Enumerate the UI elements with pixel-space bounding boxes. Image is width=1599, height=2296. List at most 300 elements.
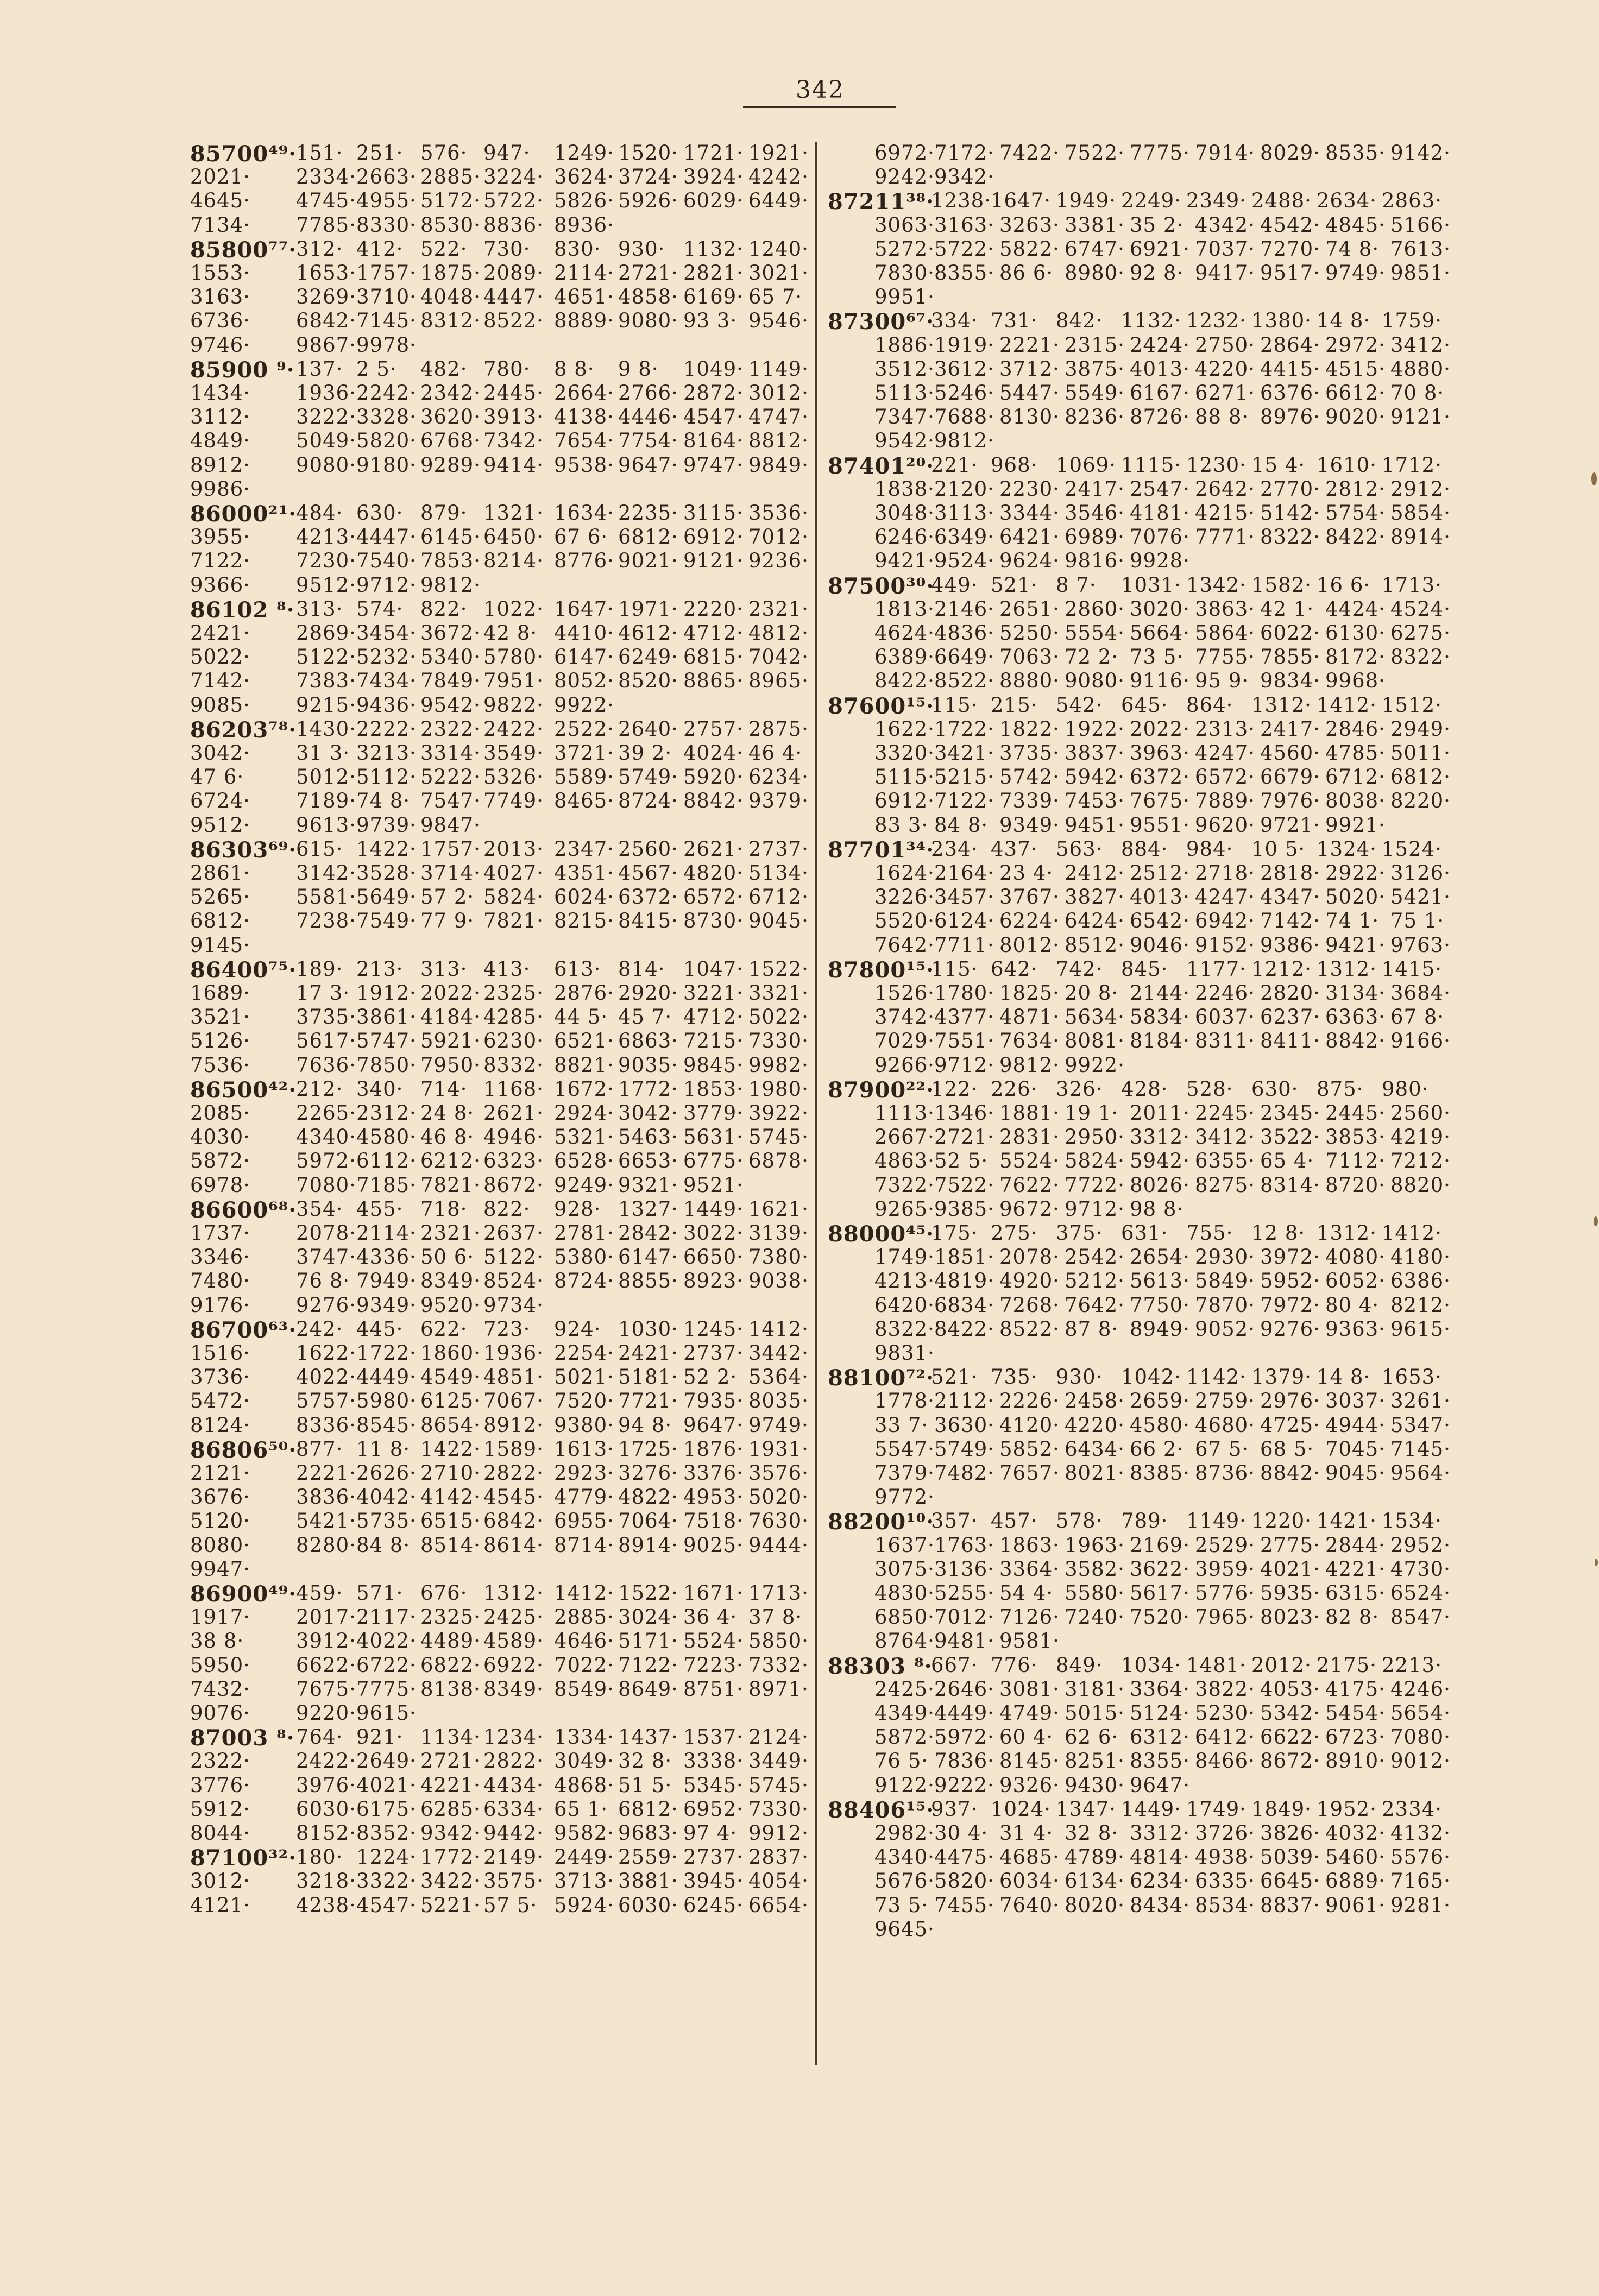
table-row (190, 1701, 842, 1727)
table-row (828, 1029, 1480, 1055)
table-cell: 8724· (618, 789, 678, 813)
table-cell: 6315· (1325, 1581, 1386, 1605)
table-cell: 1430· (296, 717, 356, 741)
table-cell: 6030· (618, 1893, 678, 1917)
table-row (828, 645, 1480, 671)
table-cell: 67 8· (1390, 1005, 1445, 1029)
table-cell: 3735· (999, 741, 1060, 765)
table-row (828, 933, 1480, 960)
table-cell: 2766· (618, 381, 678, 405)
table-row (190, 357, 842, 383)
table-cell: 1917· (190, 1605, 250, 1629)
table-cell: 9076· (190, 1701, 250, 1725)
table-cell: 2559· (618, 1845, 678, 1869)
table-cell: 4871· (999, 1005, 1060, 1029)
table-cell: 8976· (1260, 405, 1320, 429)
table-cell: 1312· (1317, 1221, 1377, 1245)
table-row (190, 1845, 842, 1871)
table-cell: 7145· (1390, 1437, 1451, 1461)
table-cell: 5735· (356, 1509, 417, 1533)
table-cell: 275· (991, 1221, 1038, 1245)
table-cell: 1622· (874, 717, 935, 741)
table-cell: 3837· (1065, 741, 1125, 765)
table-cell: 2912· (1390, 477, 1451, 501)
table-cell: 1757· (420, 837, 481, 861)
table-cell: 189· (296, 957, 343, 981)
table-cell: 3412· (1390, 333, 1451, 357)
table-cell: 8355· (934, 261, 994, 285)
table-cell: 6989· (1065, 525, 1125, 549)
table-cell: 7821· (483, 909, 544, 933)
table-cell: 9712· (356, 573, 417, 597)
table-cell: 8422· (934, 1317, 994, 1341)
table-cell: 9921· (1325, 813, 1386, 837)
table-cell: 6922· (483, 1653, 544, 1677)
table-cell: 1168· (483, 1077, 544, 1101)
table-cell: 930· (618, 237, 665, 261)
table-cell: 9951· (874, 285, 935, 309)
table-cell: 8012· (999, 933, 1060, 957)
table-cell: 5942· (1065, 765, 1125, 789)
table-cell: 1613· (554, 1437, 614, 1461)
table-cell: 5230· (1195, 1701, 1255, 1725)
table-cell: 5049· (296, 429, 356, 453)
table-cell: 1324· (1317, 837, 1377, 861)
table-cell: 8514· (420, 1533, 481, 1557)
table-cell: 2312· (356, 1101, 417, 1125)
table-cell: 73 5· (1130, 645, 1184, 669)
table-cell: 8466· (1195, 1749, 1255, 1773)
table-cell: 9321· (618, 1173, 678, 1197)
table-cell: 4220· (1195, 357, 1255, 381)
table-cell: 4475· (934, 1845, 994, 1869)
table-cell: 6234· (748, 765, 809, 789)
table-cell: 1220· (1251, 1509, 1312, 1533)
table-cell: 7230· (296, 549, 356, 573)
table-cell: 5421· (296, 1509, 356, 1533)
table-cell: 2011· (1130, 1101, 1190, 1125)
table-cell: 5524· (999, 1149, 1060, 1173)
table-cell: 8842· (1260, 1461, 1320, 1485)
table-cell: 3726· (1195, 1821, 1255, 1845)
block-lead-number: 87300⁶⁷· (828, 309, 935, 335)
table-cell: 17 3· (296, 981, 350, 1005)
table-cell: 4349· (874, 1701, 935, 1725)
table-row (190, 813, 842, 840)
table-row (190, 1461, 842, 1487)
table-cell: 5580· (1065, 1581, 1125, 1605)
table-cell: 459· (296, 1581, 343, 1605)
table-cell: 2085· (190, 1101, 250, 1125)
table-cell: 7935· (683, 1389, 744, 1413)
table-cell: 8522· (483, 309, 544, 333)
table-cell: 877· (296, 1437, 343, 1461)
table-cell: 7022· (554, 1653, 614, 1677)
table-cell: 2334· (296, 165, 356, 189)
table-cell: 2659· (1130, 1389, 1190, 1413)
table-cell: 8820· (1390, 1173, 1451, 1197)
table-cell: 4946· (483, 1125, 544, 1149)
table-cell: 6424· (1065, 909, 1125, 933)
table-cell: 9021· (618, 549, 678, 573)
table-cell: 3012· (190, 1869, 250, 1893)
table-row (190, 1341, 842, 1367)
block-lead-number: 86102 ⁸· (190, 597, 295, 623)
table-row (828, 1894, 1480, 1920)
table-cell: 3963· (1130, 741, 1190, 765)
table-cell: 9812· (420, 573, 481, 597)
table-cell: 3338· (683, 1749, 744, 1773)
table-cell: 4242· (748, 165, 809, 189)
table-cell: 1379· (1251, 1365, 1312, 1389)
table-cell: 571· (356, 1581, 404, 1605)
table-cell: 5617· (1130, 1581, 1190, 1605)
table-cell: 6412· (1195, 1725, 1255, 1749)
table-cell: 8422· (1325, 525, 1386, 549)
table-cell: 5747· (356, 1029, 417, 1053)
table-cell: 7636· (296, 1053, 356, 1077)
table-cell: 5340· (420, 645, 481, 669)
block-lead-number: 86600⁶⁸· (190, 1197, 297, 1223)
table-cell: 70 8· (1390, 381, 1445, 405)
table-cell: 9121· (1390, 405, 1451, 429)
table-cell: 1234· (483, 1725, 544, 1749)
table-cell: 4347· (1260, 885, 1320, 909)
table-cell: 3976· (296, 1773, 356, 1797)
table-cell: 5921· (420, 1029, 481, 1053)
table-cell: 2649· (356, 1749, 417, 1773)
table-cell: 2213· (1382, 1653, 1442, 1677)
table-cell: 44 5· (554, 1005, 608, 1029)
table-cell: 9386· (1260, 933, 1320, 957)
table-cell: 4651· (554, 285, 614, 309)
table-cell: 6952· (683, 1797, 744, 1821)
table-cell: 5617· (296, 1029, 356, 1053)
table-cell: 2321· (420, 1221, 481, 1245)
table-cell: 1212· (1251, 957, 1312, 981)
table-cell: 814· (618, 957, 665, 981)
table-cell: 6524· (1390, 1581, 1451, 1605)
table-cell: 7949· (356, 1269, 417, 1293)
block-lead-number: 87900²²· (828, 1077, 935, 1103)
table-cell: 2321· (748, 597, 809, 621)
table-row (190, 1629, 842, 1655)
table-cell: 5022· (748, 1005, 809, 1029)
table-cell: 1034· (1121, 1653, 1181, 1677)
table-row (828, 1605, 1480, 1631)
table-cell: 924· (554, 1317, 601, 1341)
table-cell: 5115· (874, 765, 935, 789)
table-cell: 2235· (618, 501, 678, 525)
table-cell: 2342· (420, 381, 481, 405)
table-cell: 8385· (1130, 1461, 1190, 1485)
table-row (190, 1534, 842, 1560)
table-row (190, 261, 842, 287)
table-cell: 7654· (554, 429, 614, 453)
table-cell: 8914· (618, 1533, 678, 1557)
table-cell: 6850· (874, 1605, 935, 1629)
table-cell: 1722· (356, 1341, 417, 1365)
table-cell: 4246· (1390, 1677, 1451, 1701)
table-cell: 1512· (1382, 693, 1442, 717)
table-cell: 7322· (874, 1173, 935, 1197)
table-cell: 9624· (999, 549, 1060, 573)
table-row (190, 765, 842, 791)
table-cell: 5113· (874, 381, 935, 405)
table-cell: 4120· (999, 1413, 1060, 1437)
table-cell: 9831· (874, 1341, 935, 1365)
table-cell: 2221· (999, 333, 1060, 357)
table-cell: 7721· (618, 1389, 678, 1413)
table-cell: 1672· (554, 1077, 614, 1101)
table-cell: 8052· (554, 669, 614, 693)
table-cell: 2634· (1317, 189, 1377, 213)
table-cell: 4489· (420, 1629, 481, 1653)
table-cell: 2017· (296, 1605, 356, 1629)
table-cell: 849· (1056, 1653, 1103, 1677)
table-cell: 7076· (1130, 525, 1190, 549)
table-cell: 8322· (1390, 645, 1451, 669)
table-cell: 6386· (1390, 1269, 1451, 1293)
table-cell: 31 4· (999, 1821, 1054, 1845)
table-cell: 3881· (618, 1869, 678, 1893)
table-cell: 7453· (1065, 789, 1125, 813)
table-cell: 95 9· (1195, 669, 1249, 693)
table-cell: 42 1· (1260, 597, 1314, 621)
table-cell: 9142· (1390, 141, 1451, 165)
table-cell: 6842· (296, 309, 356, 333)
table-row (190, 861, 842, 887)
table-cell: 5745· (748, 1773, 809, 1797)
table-cell: 3376· (683, 1461, 744, 1485)
table-cell: 1537· (683, 1725, 744, 1749)
table-cell: 9052· (1195, 1317, 1255, 1341)
table-cell: 8522· (934, 669, 994, 693)
table-row (828, 1917, 1480, 1944)
table-cell: 35 2· (1130, 213, 1184, 237)
table-cell: 4685· (999, 1845, 1060, 1869)
table-cell: 8837· (1260, 1893, 1320, 1917)
table-cell: 3912· (296, 1629, 356, 1653)
table-row (190, 1509, 842, 1535)
table-cell: 1149· (748, 357, 809, 381)
table-cell: 8855· (618, 1269, 678, 1293)
table-row (828, 357, 1480, 383)
table-cell: 928· (554, 1197, 601, 1221)
table-cell: 2146· (934, 597, 994, 621)
table-cell: 5872· (874, 1725, 935, 1749)
table-cell: 522· (420, 237, 468, 261)
table-cell: 9363· (1325, 1317, 1386, 1341)
table-cell: 8812· (748, 429, 809, 453)
table-cell: 735· (991, 1365, 1038, 1389)
table-row (190, 525, 842, 551)
table-cell: 7122· (618, 1653, 678, 1677)
table-cell: 8138· (420, 1677, 481, 1701)
table-cell: 92 8· (1130, 261, 1184, 285)
table-row (190, 741, 842, 767)
table-cell: 3113· (934, 501, 994, 525)
table-cell: 1838· (874, 477, 935, 501)
table-cell: 9581· (999, 1629, 1060, 1653)
table-row (190, 429, 842, 455)
table-cell: 1713· (1382, 573, 1442, 597)
table-cell: 2144· (1130, 981, 1190, 1005)
table-cell: 2449· (554, 1845, 614, 1869)
table-cell: 30 4· (934, 1821, 989, 1845)
table-cell: 615· (296, 837, 343, 861)
table-cell: 1713· (748, 1581, 809, 1605)
table-cell: 2651· (999, 597, 1060, 621)
table-cell: 2846· (1325, 717, 1386, 741)
table-cell: 6572· (683, 885, 744, 909)
table-row (828, 1509, 1480, 1535)
table-cell: 2347· (554, 837, 614, 861)
table-row (828, 1557, 1480, 1584)
table-cell: 1327· (618, 1197, 678, 1221)
table-cell: 9683· (618, 1821, 678, 1845)
table-cell: 1422· (420, 1437, 481, 1461)
paper-spot (1594, 1216, 1598, 1226)
table-cell: 9582· (554, 1821, 614, 1845)
table-cell: 4849· (190, 429, 250, 453)
table-cell: 8023· (1260, 1605, 1320, 1629)
table-cell: 2885· (554, 1605, 614, 1629)
table-cell: 6955· (554, 1509, 614, 1533)
table-cell: 1030· (618, 1317, 678, 1341)
table-cell: 5581· (296, 885, 356, 909)
table-cell: 3735· (296, 1005, 356, 1029)
table-cell: 7836· (934, 1749, 994, 1773)
table-cell: 8349· (483, 1677, 544, 1701)
table-cell: 1022· (483, 597, 544, 621)
table-cell: 9922· (1065, 1053, 1125, 1077)
table-cell: 6775· (683, 1149, 744, 1173)
table-cell: 65 7· (748, 285, 803, 309)
table-row (828, 1774, 1480, 1800)
table-cell: 11 8· (356, 1437, 411, 1461)
table-cell: 7830· (874, 261, 935, 285)
table-cell: 6921· (1130, 237, 1190, 261)
table-cell: 1047· (683, 957, 744, 981)
table-cell: 574· (356, 597, 404, 621)
table-cell: 6125· (420, 1389, 481, 1413)
table-cell: 930· (1056, 1365, 1103, 1389)
table-cell: 32 8· (1065, 1821, 1119, 1845)
block-lead-number: 85800⁷⁷· (190, 237, 297, 263)
table-cell: 1534· (1382, 1509, 1442, 1533)
table-cell: 1851· (934, 1245, 994, 1269)
table-row (828, 1389, 1480, 1415)
table-cell: 4447· (356, 525, 417, 549)
table-cell: 6653· (618, 1149, 678, 1173)
table-row (190, 717, 842, 743)
table-row (828, 1629, 1480, 1655)
table-cell: 2949· (1390, 717, 1451, 741)
table-cell: 31 3· (296, 741, 350, 765)
table-cell: 9038· (748, 1269, 809, 1293)
table-cell: 2781· (554, 1221, 614, 1245)
table-cell: 6052· (1325, 1269, 1386, 1293)
table-cell: 7037· (1195, 237, 1255, 261)
table-cell: 3226· (874, 885, 935, 909)
table-cell: 5576· (1390, 1845, 1451, 1869)
table-cell: 1522· (618, 1581, 678, 1605)
table-cell: 4024· (683, 741, 744, 765)
table-row (190, 1149, 842, 1175)
table-cell: 9512· (296, 573, 356, 597)
table-cell: 9739· (356, 813, 417, 837)
table-row (828, 213, 1480, 239)
table-cell: 7754· (618, 429, 678, 453)
table-cell: 5824· (1065, 1149, 1125, 1173)
table-cell: 5649· (356, 885, 417, 909)
table-cell: 7849· (420, 669, 481, 693)
table-cell: 4021· (1260, 1557, 1320, 1581)
table-cell: 5924· (554, 1893, 614, 1917)
table-cell: 2560· (1390, 1101, 1451, 1125)
table-cell: 1931· (748, 1437, 809, 1461)
table-row (828, 1197, 1480, 1223)
table-cell: 9045· (1325, 1461, 1386, 1485)
table-cell: 37 8· (748, 1605, 803, 1629)
table-cell: 4377· (934, 1005, 994, 1029)
table-cell: 67 5· (1195, 1437, 1249, 1461)
table-cell: 5142· (1260, 501, 1320, 525)
table-cell: 6912· (874, 789, 935, 813)
table-cell: 3630· (934, 1413, 994, 1437)
table-cell: 4132· (1390, 1821, 1451, 1845)
table-cell: 2642· (1195, 477, 1255, 501)
table-cell: 9542· (874, 429, 935, 453)
table-row (190, 933, 842, 960)
table-row (190, 1029, 842, 1055)
table-cell: 46 8· (420, 1125, 475, 1149)
table-cell: 6650· (683, 1245, 744, 1269)
table-cell: 3063· (874, 213, 935, 237)
table-cell: 5676· (874, 1869, 935, 1893)
table-cell: 5120· (190, 1509, 250, 1533)
table-cell: 3676· (190, 1485, 250, 1509)
table-cell: 5472· (190, 1389, 250, 1413)
table-cell: 1886· (874, 333, 935, 357)
table-cell: 9417· (1195, 261, 1255, 285)
table-cell: 6134· (1065, 1869, 1125, 1893)
table-cell: 2646· (934, 1677, 994, 1701)
table-cell: 52 2· (683, 1365, 738, 1389)
table-cell: 9542· (420, 693, 481, 717)
table-cell: 884· (1121, 837, 1168, 861)
table-cell: 4747· (748, 405, 809, 429)
table-cell: 6724· (190, 789, 250, 813)
table-cell: 8349· (420, 1269, 481, 1293)
table-cell: 3163· (190, 285, 250, 309)
table-cell: 7268· (999, 1293, 1060, 1317)
table-cell: 3412· (1195, 1125, 1255, 1149)
table-row (190, 1174, 842, 1200)
table-cell: 3724· (618, 165, 678, 189)
table-row (828, 1174, 1480, 1200)
table-cell: 1449· (1121, 1797, 1181, 1821)
table-cell: 613· (554, 957, 601, 981)
table-cell: 3136· (934, 1557, 994, 1581)
table-cell: 2169· (1130, 1533, 1190, 1557)
table-cell: 8821· (554, 1053, 614, 1077)
table-row (190, 1317, 842, 1343)
table-cell: 1622· (296, 1341, 356, 1365)
table-cell: 2775· (1260, 1533, 1320, 1557)
table-cell: 6275· (1390, 621, 1451, 645)
